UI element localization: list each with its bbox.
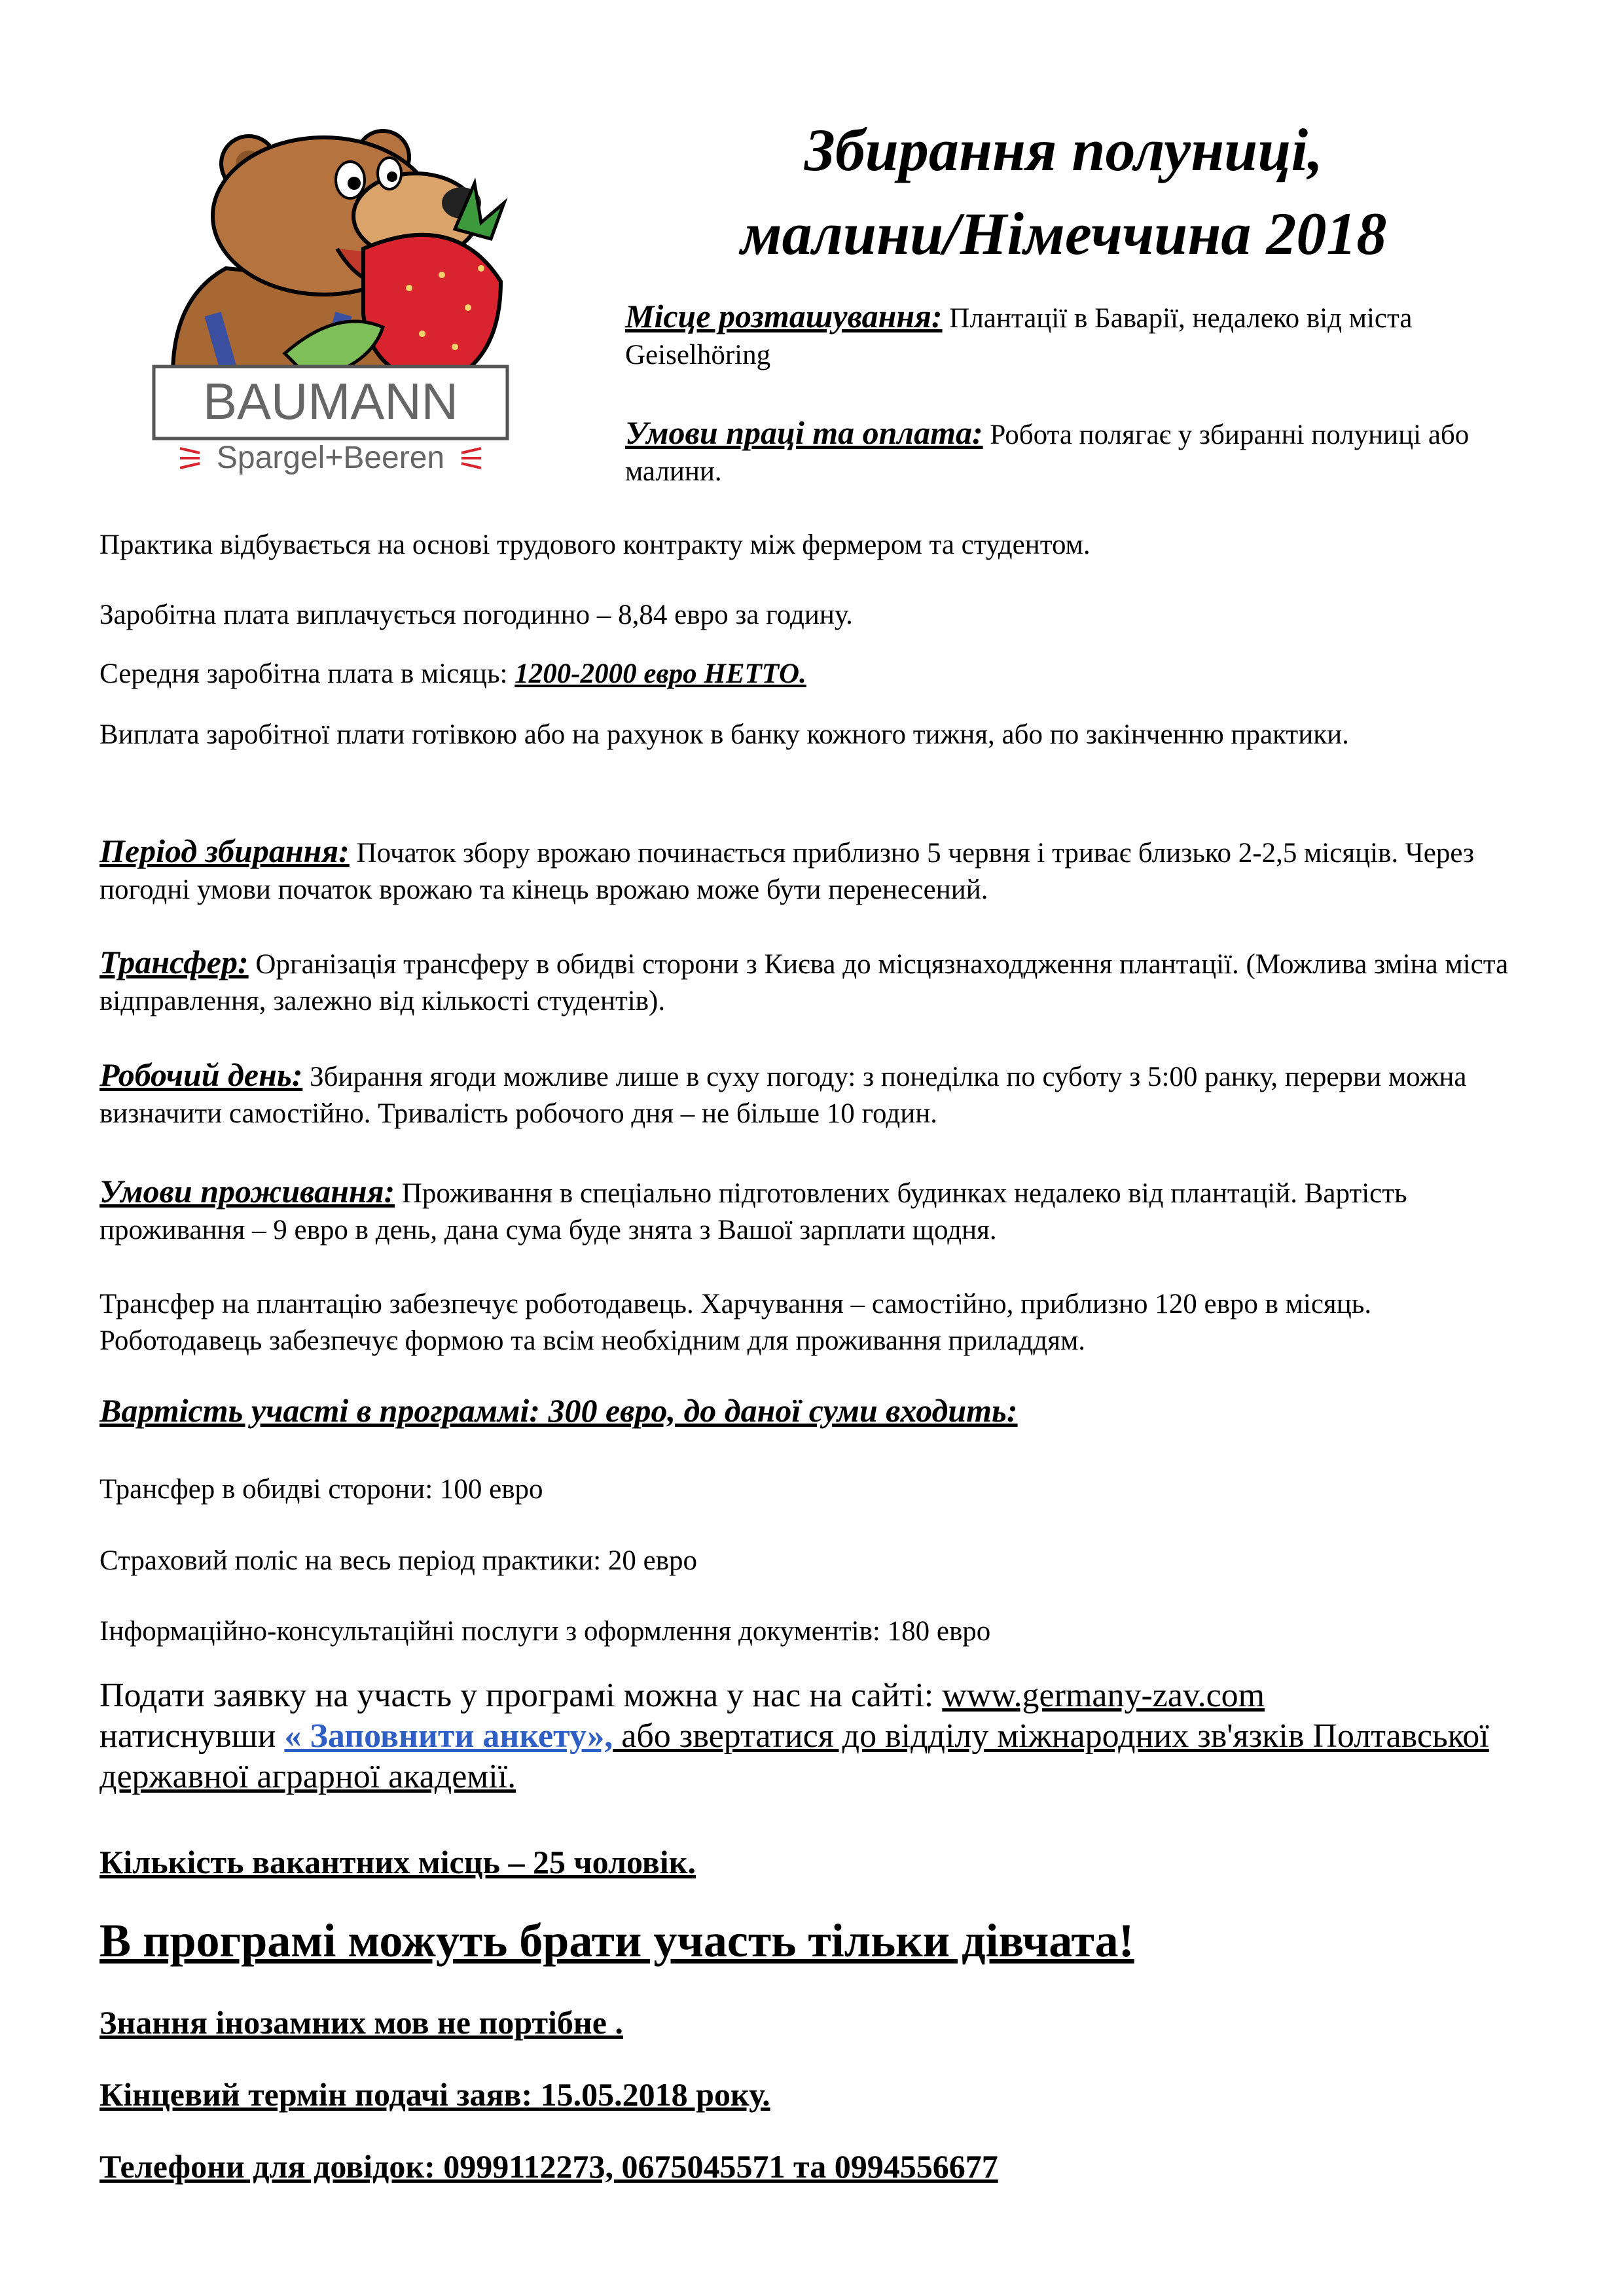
logo-brand-text: BAUMANN <box>202 372 459 430</box>
conditions-paragraph <box>625 414 1502 490</box>
living-label: Умови проживання: <box>99 1173 395 1210</box>
cost-item-insurance: Страховий поліс на весь період практики: 20 евро <box>99 1545 698 1576</box>
languages-paragraph: Знання інозамних мов не портібне . <box>99 2004 623 2041</box>
baumann-logo <box>147 118 514 484</box>
period-text: Початок збору врожаю починається приблизно 5 червня і триває близько 2-2,5 місяців. Через погодні умови початок врожаю та кінець врожаю може бути перенесений. <box>99 838 1474 905</box>
period-label: Період збирання: <box>99 833 350 869</box>
cost-item-transfer: Трансфер в обидві сторони: 100 евро <box>99 1474 543 1505</box>
food-paragraph: Трансфер на плантацію забезпечує роботодавець. Харчування – самостійно, приблизно 120 евро в місяць. Роботодавець забезпечує формою та всім необхідним для проживання приладдям. <box>99 1289 1372 1356</box>
transfer-text: Організація трансферу в обидві сторони з Києва до місцязнаходдження плантації. (Можлива зміна міста відправлення, залежно від кількості студентів). <box>99 949 1509 1016</box>
workday-text: Збирання ягоди можливе лише в суху погоду: з понеділка по суботу з 5:00 ранку, перерви можна визначити самостійно. Тривалість робочого дня – не більше 10 годин. <box>99 1062 1467 1129</box>
living-paragraph <box>99 1173 1546 1249</box>
apply-middle: натиснувши <box>99 1717 285 1755</box>
workday-paragraph <box>99 1056 1540 1132</box>
phones-paragraph: Телефони для довідок: 0999112273, 0675045571 та 0994556677 <box>99 2148 998 2185</box>
cost-item-consulting: Інформаційно-консультаційні послуги з оформлення документів: 180 евро <box>99 1616 991 1647</box>
monthly-prefix: Середня заробітна плата в місяць: <box>99 658 515 689</box>
practice-paragraph: Практика відбувається на основі трудового контракту між фермером та студентом. <box>99 529 1091 560</box>
apply-paragraph <box>99 1676 1559 1797</box>
hourly-paragraph: Заробітна плата виплачується погодинно – 8,84 евро за годину. <box>99 600 853 630</box>
title-line-2: малини/Німеччина 2018 <box>740 200 1387 267</box>
transfer-paragraph <box>99 944 1540 1020</box>
period-paragraph <box>99 833 1540 908</box>
deadline-paragraph: Кінцевий термін подачі заяв: 15.05.2018 року. <box>99 2076 770 2113</box>
living-text: Проживання в спеціально підготовлених будинках недалеко від плантацій. Вартість проживання – 9 евро в день, дана сума буде знята з Вашої зарплати щодня. <box>99 1178 1407 1246</box>
payment-paragraph: Виплата заробітної плати готівкою або на рахунок в банку кожного тижня, або по закінченню практики. <box>99 719 1349 750</box>
conditions-label: Умови праці та оплата: <box>625 414 983 451</box>
monthly-paragraph <box>99 656 1540 692</box>
page-title <box>687 108 1440 276</box>
location-paragraph <box>625 298 1502 374</box>
vacancies-paragraph: Кількість вакантних місць – 25 чоловік. <box>99 1844 696 1880</box>
cost-paragraph <box>99 1392 1540 1431</box>
apply-site-link[interactable]: www.germany-zav.com <box>942 1677 1265 1714</box>
logo-tagline-text: Spargel+Beeren <box>216 440 445 475</box>
monthly-value: 1200-2000 евро НЕТТО. <box>514 658 806 689</box>
workday-label: Робочий день: <box>99 1056 303 1093</box>
location-label: Місце розташування: <box>625 298 943 334</box>
apply-suffix: або звертатися до відділу міжнародних зв'язків Полтавської державної аграрної академії. <box>99 1717 1489 1795</box>
location-text: Плантації в Баварії, недалеко від міста Geiselhöring <box>625 303 1413 370</box>
fill-form-link[interactable]: « Заповнити анкету», <box>284 1717 613 1755</box>
apply-prefix: Подати заявку на участь у програмі можна у нас на сайті: <box>99 1677 943 1714</box>
conditions-text: Робота полягає у збиранні полуниці або малини. <box>625 420 1470 487</box>
girls-only-paragraph: В програмі можуть брати участь тільки дівчата! <box>99 1914 1134 1967</box>
title-line-1: Збирання полуниці, <box>804 117 1324 183</box>
transfer-label: Трансфер: <box>99 944 249 980</box>
cost-label: Вартість участі в программі: 300 евро, до даної суми входить: <box>99 1392 1018 1429</box>
